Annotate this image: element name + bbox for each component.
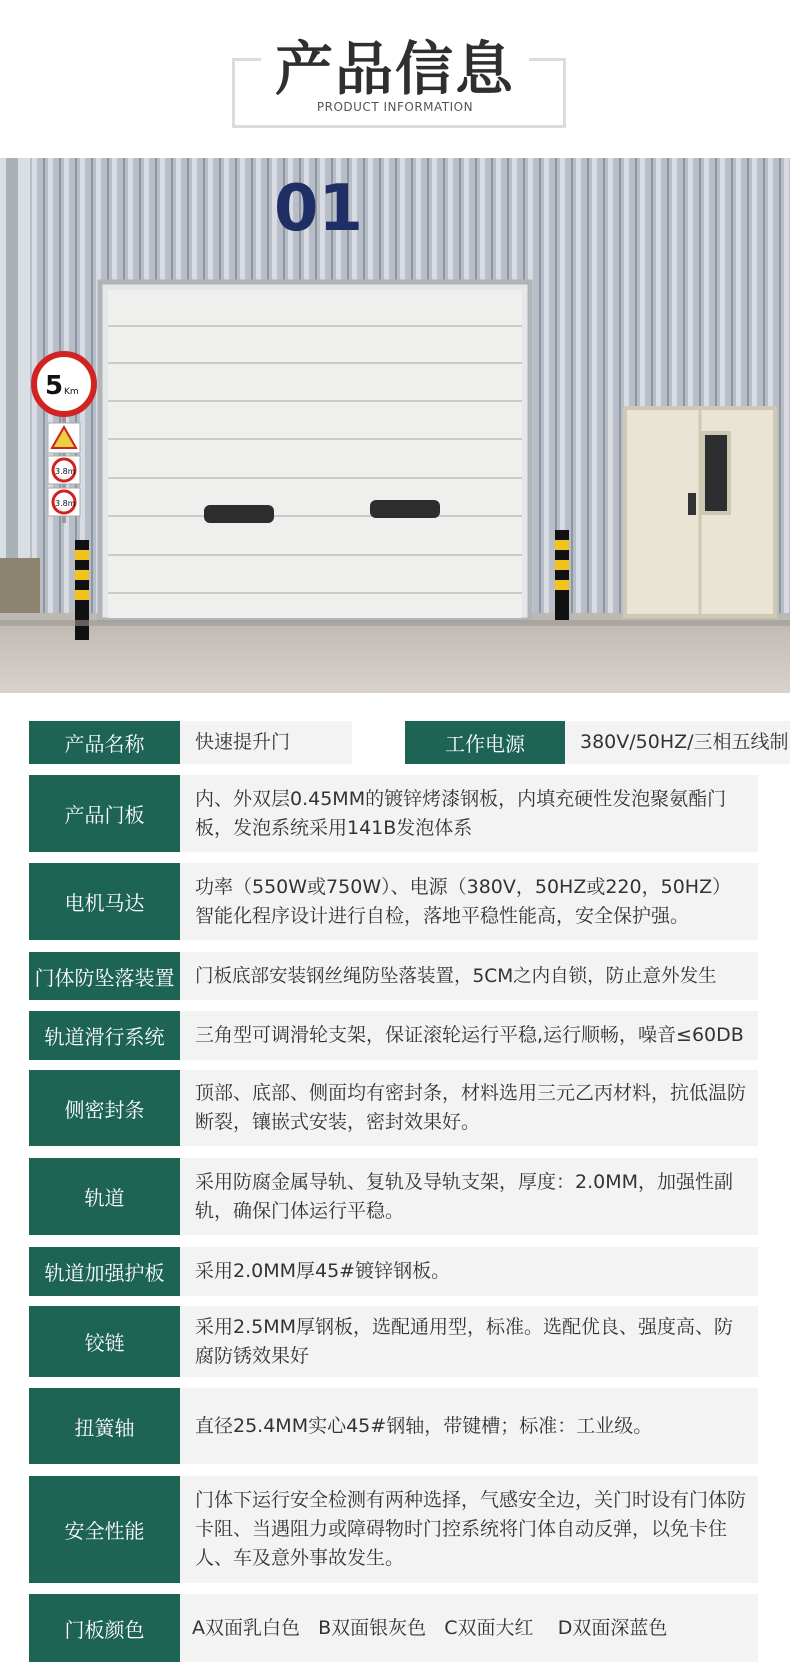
spec-row bbox=[29, 863, 758, 940]
spec-value: A双面乳白色 B双面银灰色 C双面大红 D双面深蓝色 bbox=[180, 1594, 758, 1662]
page-title bbox=[0, 22, 790, 106]
page-subtitle: PRODUCT INFORMATION bbox=[316, 100, 474, 114]
spec-row bbox=[29, 1476, 758, 1583]
spec-row bbox=[29, 1070, 758, 1146]
spec-row bbox=[29, 1011, 758, 1060]
spec-value: 顶部、底部、侧面均有密封条，材料选用三元乙丙材料，抗低温防断裂，镶嵌式安装，密封效果好。 bbox=[180, 1070, 758, 1146]
spec-value: 采用防腐金属导轨、复轨及导轨支架，厚度：2.0MM，加强性副轨，确保门体运行平稳。 bbox=[180, 1158, 758, 1235]
spec-row bbox=[29, 1306, 758, 1377]
spec-row bbox=[29, 775, 758, 852]
spec-row bbox=[29, 1594, 758, 1662]
spec-row bbox=[29, 1247, 758, 1296]
spec-row-top bbox=[29, 721, 789, 764]
spec-value-power-supply: 380V/50HZ/三相五线制 bbox=[565, 721, 790, 764]
height-sign-1: 3.8m bbox=[55, 467, 76, 476]
spec-label: 扭簧轴 bbox=[29, 1388, 180, 1464]
spec-value: 功率（550W或750W）、电源（380V，50HZ或220，50HZ）智能化程序设计进行自检，落地平稳性能高，安全保护强。 bbox=[180, 863, 758, 940]
spec-label: 铰链 bbox=[29, 1306, 180, 1377]
spec-row bbox=[29, 1158, 758, 1235]
spec-row bbox=[29, 1388, 758, 1464]
spec-value-product-name: 快速提升门 bbox=[180, 721, 352, 764]
spec-label: 轨道加强护板 bbox=[29, 1247, 180, 1296]
spec-row bbox=[29, 952, 758, 1000]
spec-value: 门板底部安装钢丝绳防坠落装置，5CM之内自锁，防止意外发生 bbox=[180, 952, 758, 1000]
product-photo-illustration bbox=[0, 158, 790, 693]
spec-value: 采用2.0MM厚45#镀锌钢板。 bbox=[180, 1247, 758, 1296]
page-title-text: 产品信息 bbox=[261, 35, 529, 103]
spec-label: 电机马达 bbox=[29, 863, 180, 940]
spec-label: 轨道 bbox=[29, 1158, 180, 1235]
door-number: 01 bbox=[274, 172, 364, 246]
speed-sign-unit: Km bbox=[64, 387, 79, 397]
speed-sign-value: 5 bbox=[45, 371, 64, 401]
spec-value: 门体下运行安全检测有两种选择，气感安全边，关门时设有门体防卡阻、当遇阻力或障碍物时门控系统将门体自动反弹，以免卡住人、车及意外事故发生。 bbox=[180, 1476, 758, 1583]
spec-value: 内、外双层0.45MM的镀锌烤漆钢板，内填充硬性发泡聚氨酯门板，发泡系统采用141B发泡体系 bbox=[180, 775, 758, 852]
spec-label: 门体防坠落装置 bbox=[29, 952, 180, 1000]
spec-label: 安全性能 bbox=[29, 1476, 180, 1583]
spec-label-product-name: 产品名称 bbox=[29, 721, 180, 764]
section-header bbox=[0, 0, 790, 158]
height-sign-2: 3.8m bbox=[55, 499, 76, 508]
spec-label: 侧密封条 bbox=[29, 1070, 180, 1146]
spec-value: 三角型可调滑轮支架，保证滚轮运行平稳,运行顺畅，噪音≤60DB bbox=[180, 1011, 758, 1060]
spec-value: 直径25.4MM实心45#钢轴，带键槽；标准：工业级。 bbox=[180, 1388, 758, 1464]
spec-label-power-supply: 工作电源 bbox=[405, 721, 565, 764]
spec-label: 轨道滑行系统 bbox=[29, 1011, 180, 1060]
spec-label: 门板颜色 bbox=[29, 1594, 180, 1662]
product-photo bbox=[0, 158, 790, 693]
spec-label: 产品门板 bbox=[29, 775, 180, 852]
spec-value: 采用2.5MM厚钢板，选配通用型，标准。选配优良、强度高、防腐防锈效果好 bbox=[180, 1306, 758, 1377]
